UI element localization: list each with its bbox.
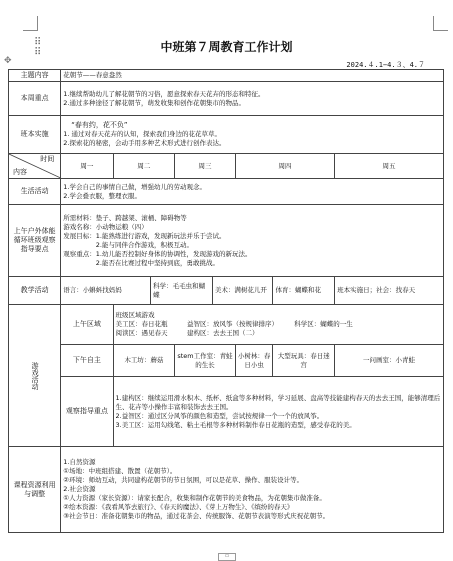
resources-content xyxy=(61,447,444,533)
text-line: 1. 通过对春天花卉的认知，探索我们身边的花花草草。 xyxy=(63,130,222,138)
move-handle-icon[interactable]: ✥ xyxy=(4,56,12,66)
theme-value: 花朝节——春意盎然 xyxy=(61,70,444,82)
date-range: 2024.４.1−4.３、4.７ xyxy=(346,61,425,69)
row-label: 上午户外体能循环班级观察指导要点 xyxy=(9,205,61,277)
text-line: 2.能与同伴合作游戏，积极互动。 xyxy=(63,240,193,249)
plan-table xyxy=(8,69,444,533)
life-content xyxy=(61,179,444,205)
sub-label: 上午区域 xyxy=(61,305,113,345)
text-line: ③社会节日：准备花朝集市的物品，通过花茶会、传统服饰、花朝节表演等形式庆祝花朝节。 xyxy=(63,512,330,520)
teaching-cell: 体育：蝴蝶和花 xyxy=(273,277,335,305)
corner-crop-mark xyxy=(23,16,38,31)
game-observe-row xyxy=(9,377,444,447)
row-label xyxy=(9,305,61,447)
drag-handle-icon[interactable]: ⠿ ⠿ xyxy=(34,37,43,58)
game-afternoon-row xyxy=(9,345,444,377)
row-label: 课程资源利用与调整 xyxy=(9,447,61,533)
header-row xyxy=(9,154,444,179)
resources-row xyxy=(9,447,444,533)
row-label: 班本实施 xyxy=(9,116,61,154)
day-header: 周一 xyxy=(61,154,113,179)
text-line: 1.学会自己的事情自己做，增强幼儿的劳动观念。 xyxy=(63,182,206,191)
table-resize-handle-icon[interactable]: ▭ xyxy=(218,553,236,561)
text-line: ②绘本资源：《我看风筝去旅行》、《春天的魔法》、《芽上万物生》、《缤纷的春天》 xyxy=(63,503,294,511)
day-header: 周四 xyxy=(235,154,334,179)
header-content: 内容 xyxy=(13,168,27,176)
row-label: 本周重点 xyxy=(9,82,61,116)
observe-content xyxy=(113,377,443,447)
text-line: ①人力资源（家长资源）：请家长配合，收集和制作花朝节的美食物品，为花朝集市做准备。 xyxy=(63,494,326,502)
class-slogan: “春有约，花不负” xyxy=(71,121,128,129)
text-line: 班级区域游戏 xyxy=(115,311,155,319)
teaching-row xyxy=(9,277,444,305)
text-line: 1.自然资源 xyxy=(63,458,96,466)
text-line: ①场地：中班组搭建、散置（花朝节）。 xyxy=(63,467,177,475)
text-line: 观察重点：1.幼儿能否控制好身体的协调性，发现游戏的新玩法。 xyxy=(63,249,252,258)
text-line: 2.能否在比赛过程中坚持到底，勇敢挑战。 xyxy=(63,258,219,267)
text-line: 2.探索花的秘密，会动手用多种艺术形式进行创作表达。 xyxy=(63,139,226,147)
afternoon-cell: 木工坊：蘑菇 xyxy=(113,345,175,377)
text-line: 2.通过多种途径了解花朝节，萌发收集和创作花朝集市的物品。 xyxy=(63,98,245,107)
outdoor-row xyxy=(9,205,444,277)
text-line: 2.益智区：通过区分风筝的颜色和造型，尝试按规律一个一个的放风筝。 xyxy=(115,411,324,420)
row-label: 生活活动 xyxy=(9,179,61,205)
text-line: 所需材料：垫子、跨越架、滚桶、障碍物等 xyxy=(63,213,187,222)
text-line: 美工区：春日花瓶 益智区：放风筝（按规律排序） 科学区：蝴蝶的一生 xyxy=(115,320,353,328)
text-line: ②环境：师幼互动，共同建构花朝节的节日氛围，可以是花草、操作、服装设计等。 xyxy=(63,476,304,484)
class-row xyxy=(9,116,444,154)
game-morning-row xyxy=(9,305,444,345)
header-diagonal-cell xyxy=(9,154,61,179)
focus-row xyxy=(9,82,444,116)
teaching-cell: 美术：满树花儿开 xyxy=(212,277,273,305)
header-time: 时间 xyxy=(40,155,55,163)
teaching-cell: 班本实施日；社会：找春天 xyxy=(335,277,444,305)
sub-label: 观察指导重点 xyxy=(61,377,113,447)
teaching-cell: 科学：毛毛虫和蝴蝶 xyxy=(151,277,213,305)
corner-crop-mark xyxy=(433,16,448,31)
life-row xyxy=(9,179,444,205)
text-line: 游戏名称：小动物运粮（四） xyxy=(63,222,148,231)
afternoon-cell: stem工作室：青蛙的生长 xyxy=(175,345,236,377)
morning-content xyxy=(113,305,443,345)
row-label: 教学活动 xyxy=(9,277,61,305)
theme-row xyxy=(9,70,444,82)
focus-content xyxy=(61,82,444,116)
text-line: 1.建构区：继续运用滑水积木、纸杯、纸盒等多种材料，学习延展、盘高等技能建构春天的去去王国，能够清理后生、花卉等小操作丰富和装饰去去王国。 xyxy=(115,393,441,411)
outdoor-content xyxy=(61,205,444,277)
afternoon-cell: 一问画室：小青蛙 xyxy=(335,345,444,377)
text-line: 发展目标：1.能熟练进行游戏，发现新玩法并乐于尝试。 xyxy=(63,231,226,240)
text-line: 3.美工区：运用勾线笔、粘土毛根等多种材料制作春日花瓶的造型，感受春花的美。 xyxy=(115,420,356,429)
day-header: 周五 xyxy=(335,154,444,179)
text-line: 2.学会叠衣服，整理衣服。 xyxy=(63,191,141,200)
class-content xyxy=(61,116,444,154)
row-label: 主题内容 xyxy=(9,70,61,82)
text-line: 2.社会资源 xyxy=(63,485,96,493)
day-header: 周三 xyxy=(175,154,236,179)
text-line: 1.继续帮助幼儿了解花朝节的习俗，愿意探索春天花卉的形态和特征。 xyxy=(63,89,265,98)
game-label: 游戏活动 xyxy=(31,361,40,390)
day-header: 周二 xyxy=(113,154,175,179)
teaching-cell: 语言：小蝌蚪找妈妈 xyxy=(61,277,151,305)
sub-label: 下午自主 xyxy=(61,345,113,377)
page-title: 中班第７周教育工作计划 xyxy=(160,40,293,54)
text-line: 阅读区：遇见春天 建构区：去去王国（二） xyxy=(115,329,259,337)
afternoon-cell: 小树林：春日小虫 xyxy=(235,345,273,377)
afternoon-cell: 大型玩具：春日迷宫 xyxy=(273,345,335,377)
